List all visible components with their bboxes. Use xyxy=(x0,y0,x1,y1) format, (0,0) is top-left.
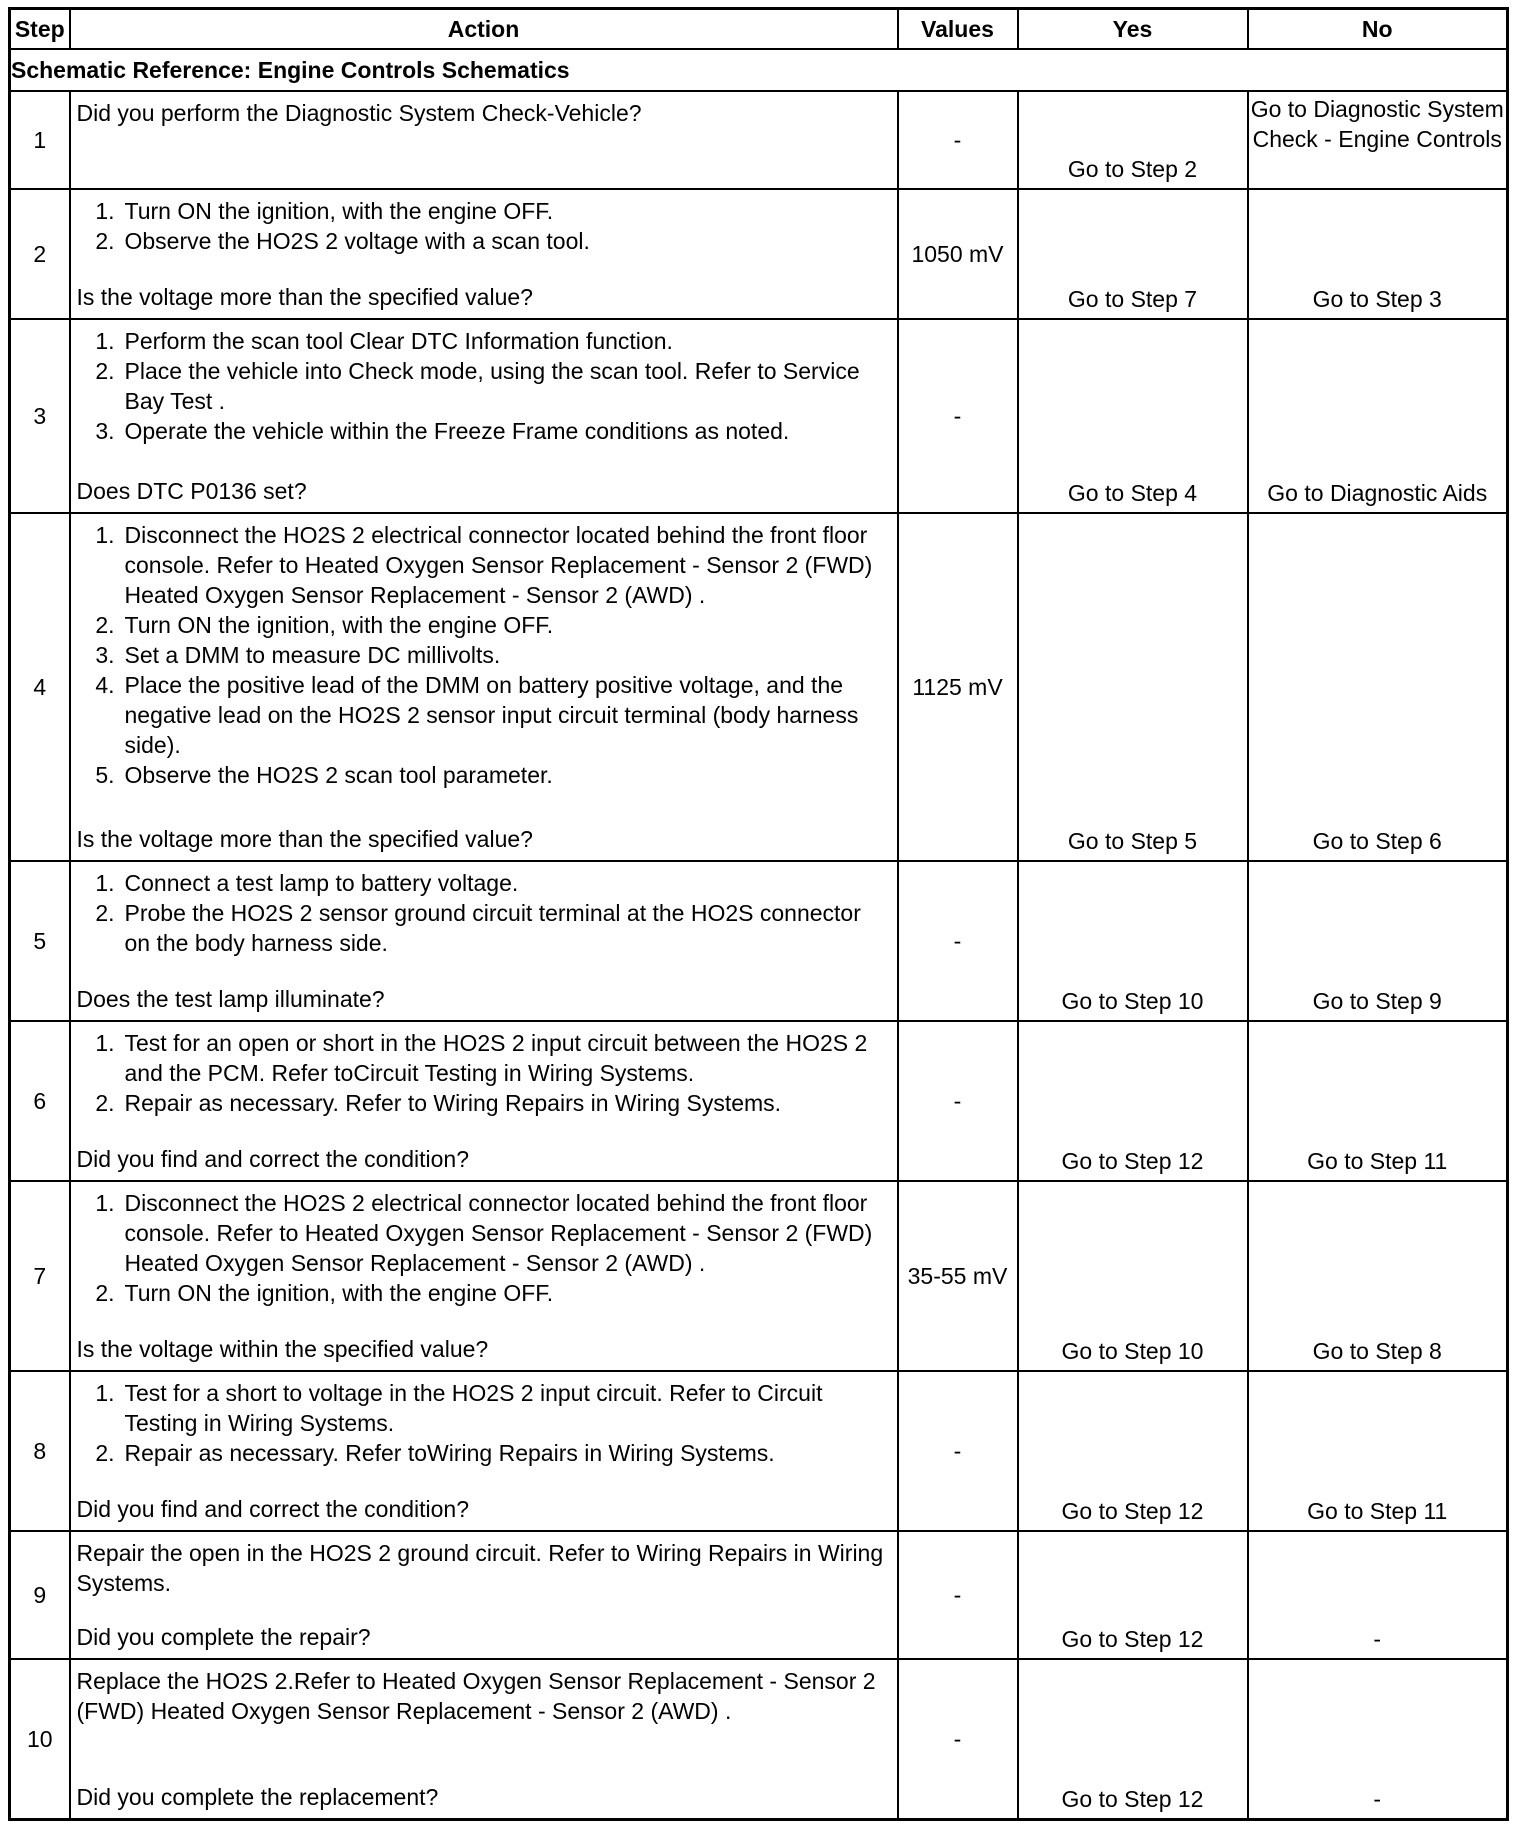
table-row xyxy=(10,1181,1508,1371)
list-item-number: 1. xyxy=(95,870,115,896)
action-question: Did you complete the replacement? xyxy=(76,1784,439,1810)
list-item-number: 1. xyxy=(95,198,115,224)
schematic-reference: Schematic Reference: Engine Controls Schematics xyxy=(10,49,1508,91)
step-number: 4 xyxy=(10,513,70,861)
list-item xyxy=(77,1438,891,1468)
value-cell: - xyxy=(898,1531,1018,1659)
table-row xyxy=(10,319,1508,513)
yes-cell: Go to Step 7 xyxy=(1018,189,1248,319)
list-item-text: Repair as necessary. Refer to Wiring Repairs in Wiring Systems. xyxy=(124,1090,782,1116)
list-item-number: 1. xyxy=(95,328,115,354)
yes-cell: Go to Step 4 xyxy=(1018,319,1248,513)
action-cell xyxy=(70,91,898,189)
yes-cell: Go to Step 10 xyxy=(1018,861,1248,1021)
action-steps-list xyxy=(77,1378,891,1468)
action-question: Did you find and correct the condition? xyxy=(76,1496,470,1522)
value-cell: - xyxy=(898,1371,1018,1531)
step-number: 6 xyxy=(10,1021,70,1181)
list-item-number: 2. xyxy=(95,1280,115,1306)
header-row xyxy=(10,9,1508,50)
table-row xyxy=(10,513,1508,861)
list-item-text: Place the vehicle into Check mode, using the scan tool. Refer to Service Bay Test . xyxy=(124,358,860,414)
list-item xyxy=(77,1378,891,1438)
no-cell: Go to Diagnostic Aids xyxy=(1248,319,1508,513)
list-item xyxy=(77,640,891,670)
value-cell: - xyxy=(898,91,1018,189)
table-row xyxy=(10,1021,1508,1181)
no-cell: - xyxy=(1248,1659,1508,1820)
list-item-text: Turn ON the ignition, with the engine OFF. xyxy=(124,1280,554,1306)
action-question: Did you complete the repair? xyxy=(76,1624,371,1650)
header-step: Step xyxy=(10,9,70,50)
list-item xyxy=(77,868,891,898)
no-cell: Go to Step 9 xyxy=(1248,861,1508,1021)
action-cell xyxy=(70,1531,898,1659)
no-cell: Go to Step 11 xyxy=(1248,1371,1508,1531)
action-cell xyxy=(70,319,898,513)
action-cell xyxy=(70,189,898,319)
yes-cell: Go to Step 12 xyxy=(1018,1531,1248,1659)
step-number: 5 xyxy=(10,861,70,1021)
list-item-number: 1. xyxy=(95,1380,115,1406)
list-item-number: 2. xyxy=(95,900,115,926)
action-cell xyxy=(70,1659,898,1820)
list-item-number: 2. xyxy=(95,612,115,638)
step-number: 9 xyxy=(10,1531,70,1659)
list-item-number: 1. xyxy=(95,522,115,548)
value-cell: 1050 mV xyxy=(898,189,1018,319)
list-item-number: 5. xyxy=(95,762,115,788)
list-item xyxy=(77,898,891,958)
table-row xyxy=(10,1659,1508,1820)
list-item xyxy=(77,226,891,256)
list-item xyxy=(77,1088,891,1118)
action-cell xyxy=(70,1371,898,1531)
yes-cell: Go to Step 12 xyxy=(1018,1659,1248,1820)
list-item xyxy=(77,196,891,226)
no-cell: Go to Step 8 xyxy=(1248,1181,1508,1371)
value-cell: - xyxy=(898,861,1018,1021)
step-number: 7 xyxy=(10,1181,70,1371)
action-steps-list xyxy=(77,326,891,446)
list-item xyxy=(77,1188,891,1278)
list-item-number: 2. xyxy=(95,358,115,384)
header-yes: Yes xyxy=(1018,9,1248,50)
list-item-text: Operate the vehicle within the Freeze Frame conditions as noted. xyxy=(124,418,790,444)
list-item-text: Turn ON the ignition, with the engine OFF. xyxy=(124,612,554,638)
step-number: 2 xyxy=(10,189,70,319)
yes-cell: Go to Step 12 xyxy=(1018,1021,1248,1181)
list-item-number: 1. xyxy=(95,1190,115,1216)
list-item-text: Place the positive lead of the DMM on battery positive voltage, and the negative lead on the HO2S 2 sensor input circuit terminal (body harness side). xyxy=(124,672,859,758)
action-steps-list xyxy=(77,196,891,256)
table-row xyxy=(10,1371,1508,1531)
action-question: Did you find and correct the condition? xyxy=(76,1146,470,1172)
list-item-text: Repair as necessary. Refer toWiring Repairs in Wiring Systems. xyxy=(124,1440,775,1466)
list-item xyxy=(77,326,891,356)
list-item-text: Probe the HO2S 2 sensor ground circuit terminal at the HO2S connector on the body harness side. xyxy=(124,900,861,956)
value-cell: 1125 mV xyxy=(898,513,1018,861)
list-item xyxy=(77,520,891,610)
table-row xyxy=(10,1531,1508,1659)
step-number: 1 xyxy=(10,91,70,189)
no-cell: Go to Step 11 xyxy=(1248,1021,1508,1181)
step-number: 10 xyxy=(10,1659,70,1820)
action-cell xyxy=(70,861,898,1021)
action-intro: Did you perform the Diagnostic System Check-Vehicle? xyxy=(76,100,642,126)
list-item-number: 2. xyxy=(95,1440,115,1466)
list-item xyxy=(77,1028,891,1088)
action-question: Does DTC P0136 set? xyxy=(76,478,307,504)
schematic-reference-row xyxy=(10,49,1508,91)
list-item-text: Connect a test lamp to battery voltage. xyxy=(124,870,519,896)
list-item-text: Set a DMM to measure DC millivolts. xyxy=(124,642,501,668)
action-question: Does the test lamp illuminate? xyxy=(76,986,385,1012)
diagnostic-table xyxy=(8,7,1509,1821)
action-steps-list xyxy=(77,1188,891,1308)
header-no: No xyxy=(1248,9,1508,50)
action-steps-list xyxy=(77,868,891,958)
list-item-text: Perform the scan tool Clear DTC Information function. xyxy=(124,328,673,354)
header-action: Action xyxy=(70,9,898,50)
yes-cell: Go to Step 10 xyxy=(1018,1181,1248,1371)
yes-cell: Go to Step 12 xyxy=(1018,1371,1248,1531)
value-cell: - xyxy=(898,1659,1018,1820)
action-intro: Repair the open in the HO2S 2 ground circuit. Refer to Wiring Repairs in Wiring Systems. xyxy=(76,1540,884,1596)
action-question: Is the voltage more than the specified value? xyxy=(76,284,533,310)
list-item-number: 1. xyxy=(95,1030,115,1056)
action-cell xyxy=(70,1021,898,1181)
action-steps-list xyxy=(77,520,891,790)
action-steps-list xyxy=(77,1028,891,1118)
yes-cell: Go to Step 2 xyxy=(1018,91,1248,189)
action-question: Is the voltage within the specified value? xyxy=(76,1336,489,1362)
list-item-number: 2. xyxy=(95,1090,115,1116)
action-cell xyxy=(70,513,898,861)
list-item-number: 3. xyxy=(95,642,115,668)
list-item-text: Test for an open or short in the HO2S 2 input circuit between the HO2S 2 and the PCM. Refer toCircuit Testing in Wiring Systems. xyxy=(124,1030,868,1086)
step-number: 8 xyxy=(10,1371,70,1531)
header-values: Values xyxy=(898,9,1018,50)
list-item-text: Observe the HO2S 2 voltage with a scan tool. xyxy=(124,228,590,254)
value-cell: 35-55 mV xyxy=(898,1181,1018,1371)
no-cell: Go to Step 3 xyxy=(1248,189,1508,319)
list-item xyxy=(77,670,891,760)
list-item xyxy=(77,356,891,416)
table-row xyxy=(10,189,1508,319)
no-cell: - xyxy=(1248,1531,1508,1659)
action-intro: Replace the HO2S 2.Refer to Heated Oxygen Sensor Replacement - Sensor 2 (FWD) Heated Oxygen Sensor Replacement - Sensor 2 (AWD) . xyxy=(76,1668,876,1724)
list-item xyxy=(77,416,891,446)
list-item-text: Test for a short to voltage in the HO2S 2 input circuit. Refer to Circuit Testing in Wiring Systems. xyxy=(124,1380,823,1436)
list-item-text: Disconnect the HO2S 2 electrical connector located behind the front floor console. Refer to Heated Oxygen Sensor Replacement - Sensor 2 (FWD) Heated Oxygen Sensor Replacement - Sensor 2 (AWD) . xyxy=(124,1190,873,1276)
no-cell: Go to Diagnostic System Check - Engine Controls xyxy=(1248,91,1508,189)
list-item-number: 3. xyxy=(95,418,115,444)
table-row xyxy=(10,91,1508,189)
list-item-number: 4. xyxy=(95,672,115,698)
action-question: Is the voltage more than the specified value? xyxy=(76,826,533,852)
step-number: 3 xyxy=(10,319,70,513)
list-item-text: Disconnect the HO2S 2 electrical connector located behind the front floor console. Refer to Heated Oxygen Sensor Replacement - Sensor 2 (FWD) Heated Oxygen Sensor Replacement - Sensor 2 (AWD) . xyxy=(124,522,873,608)
no-cell: Go to Step 6 xyxy=(1248,513,1508,861)
list-item-text: Observe the HO2S 2 scan tool parameter. xyxy=(124,762,553,788)
list-item xyxy=(77,1278,891,1308)
table-row xyxy=(10,861,1508,1021)
list-item xyxy=(77,760,891,790)
value-cell: - xyxy=(898,319,1018,513)
list-item-number: 2. xyxy=(95,228,115,254)
list-item xyxy=(77,610,891,640)
list-item-text: Turn ON the ignition, with the engine OFF. xyxy=(124,198,554,224)
value-cell: - xyxy=(898,1021,1018,1181)
yes-cell: Go to Step 5 xyxy=(1018,513,1248,861)
action-cell xyxy=(70,1181,898,1371)
